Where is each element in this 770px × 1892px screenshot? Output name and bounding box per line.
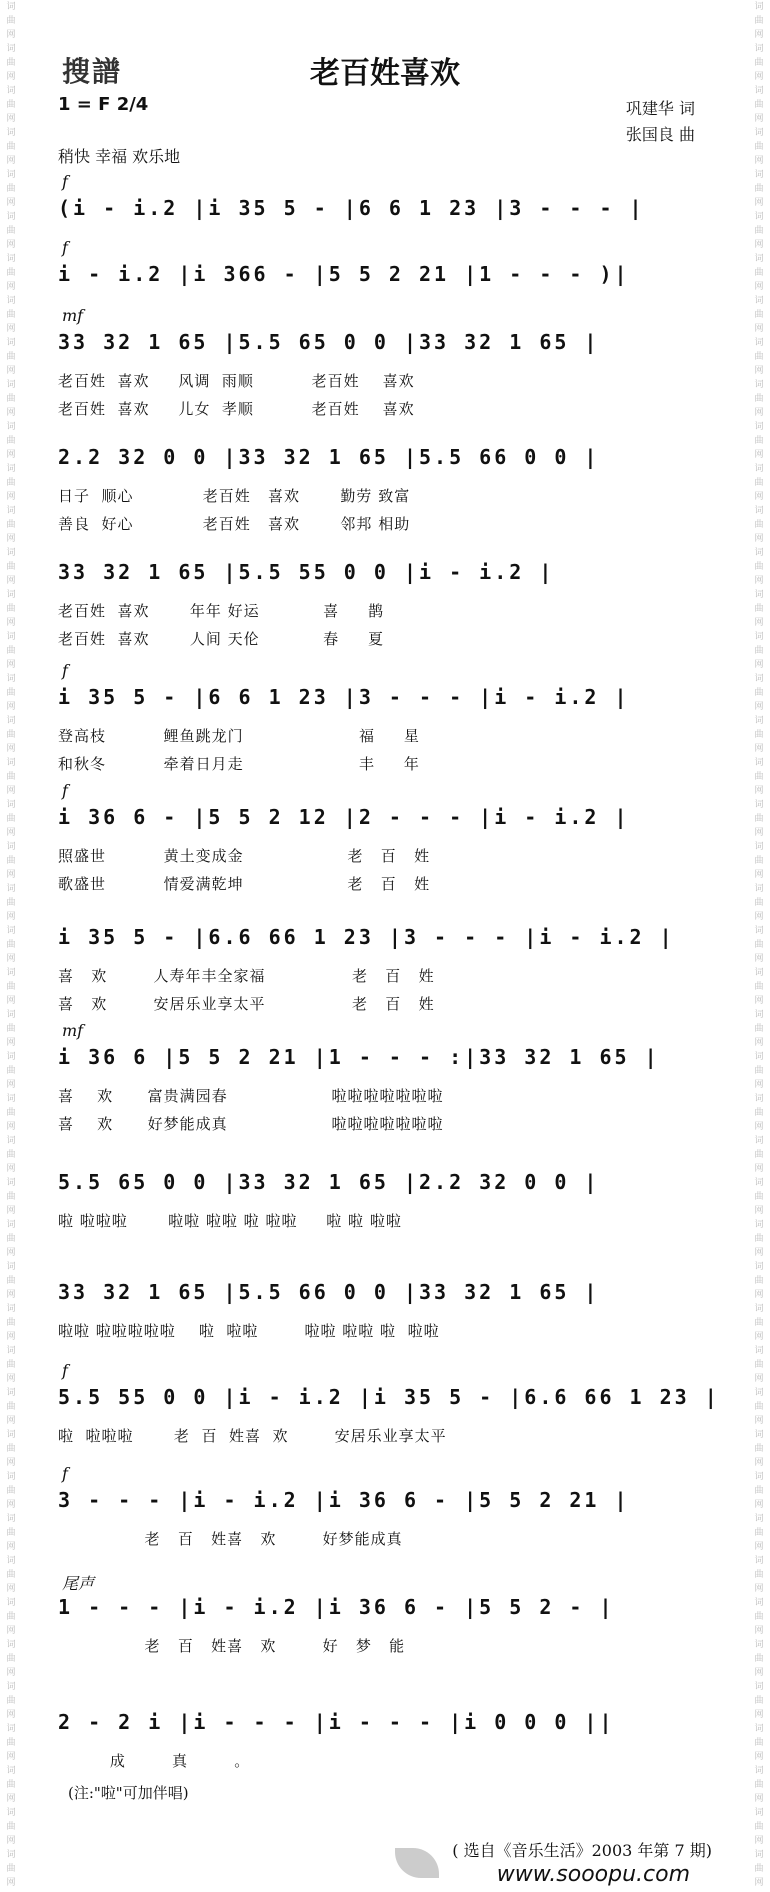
- lyric-line: 日子 顺心 老百姓 喜欢 勤劳 致富: [58, 487, 411, 505]
- notation-line: 1 - - - |i - i.2 |i 36 6 - |5 5 2 - |: [58, 1595, 615, 1619]
- notation-line: 33 32 1 65 |5.5 66 0 0 |33 32 1 65 |: [58, 1280, 600, 1304]
- notation-line: 2 - 2 i |i - - - |i - - - |i 0 0 0 ||: [58, 1710, 615, 1734]
- dynamic-marking: f: [62, 172, 68, 191]
- lyric-line: 喜 欢 安居乐业享太平 老 百 姓: [58, 995, 435, 1013]
- lyric-line: 老百姓 喜欢 人间 天伦 春 夏: [58, 630, 384, 648]
- lyric-line: 歌盛世 情爱满乾坤 老 百 姓: [58, 875, 431, 893]
- lyric-line: 老百姓 喜欢 风调 雨顺 老百姓 喜欢: [58, 372, 415, 390]
- notation-line: (i - i.2 |i 35 5 - |6 6 1 23 |3 - - - |: [58, 196, 645, 220]
- page-title: 老百姓喜欢: [310, 56, 460, 91]
- composer-credit: 张国良 曲: [625, 125, 695, 144]
- notation-line: 5.5 65 0 0 |33 32 1 65 |2.2 32 0 0 |: [58, 1170, 600, 1194]
- dynamic-marking: f: [62, 1361, 68, 1380]
- lyric-line: 和秋冬 牵着日月走 丰 年: [58, 755, 420, 773]
- side-watermark-right: 词曲网 词曲网 词曲网 词曲网 词曲网 词曲网 词曲网 词曲网 词曲网 词曲网 词曲网 词曲网 词曲网 词曲网 词曲网 词曲网 词曲网 词曲网 词曲网 词曲网 词曲网 词曲网 词曲网 词曲网 词曲网 词曲网 词曲网 词曲网 词曲网 词曲网 词曲网 词曲网 词曲网 词曲网 词曲网 词曲网 词曲网 词曲网 词曲网 词曲网 词曲网 词曲网 词曲网 词曲网 词曲网: [754, 2, 764, 1888]
- dynamic-marking: f: [62, 661, 68, 680]
- notation-line: 33 32 1 65 |5.5 65 0 0 |33 32 1 65 |: [58, 330, 600, 354]
- footnote: (注:"啦"可加伴唱): [68, 1784, 189, 1802]
- notation-line: i - i.2 |i 366 - |5 5 2 21 |1 - - - )|: [58, 262, 630, 286]
- dynamic-marking: 尾声: [62, 1574, 95, 1593]
- lyricist-credit: 巩建华 词: [625, 99, 695, 118]
- lyric-line: 老百姓 喜欢 年年 好运 喜 鹊: [58, 602, 384, 620]
- dynamic-marking: f: [62, 781, 68, 800]
- notation-line: 5.5 55 0 0 |i - i.2 |i 35 5 - |6.6 66 1 23 |: [58, 1385, 720, 1409]
- lyric-line: 啦啦 啦啦啦啦啦 啦 啦啦 啦啦 啦啦 啦 啦啦: [58, 1322, 440, 1340]
- logo-text: 搜譜: [62, 55, 123, 88]
- lyric-line: 喜 欢 人寿年丰全家福 老 百 姓: [58, 967, 435, 985]
- leaf-logo-icon: [395, 1848, 439, 1878]
- lyric-line: 善良 好心 老百姓 喜欢 邻邦 相助: [58, 515, 411, 533]
- lyric-line: 喜 欢 好梦能成真 啦啦啦啦啦啦啦: [58, 1115, 444, 1133]
- lyric-line: 喜 欢 富贵满园春 啦啦啦啦啦啦啦: [58, 1087, 444, 1105]
- notation-line: i 35 5 - |6 6 1 23 |3 - - - |i - i.2 |: [58, 685, 630, 709]
- notation-line: i 36 6 - |5 5 2 12 |2 - - - |i - i.2 |: [58, 805, 630, 829]
- dynamic-marking: f: [62, 1464, 68, 1483]
- lyric-line: 啦 啦啦啦 啦啦 啦啦 啦 啦啦 啦 啦 啦啦: [58, 1212, 402, 1230]
- lyric-line: 登高枝 鲤鱼跳龙门 福 星: [58, 727, 420, 745]
- dynamic-marking: mf: [62, 306, 84, 325]
- notation-line: i 35 5 - |6.6 66 1 23 |3 - - - |i - i.2 |: [58, 925, 675, 949]
- notation-line: 33 32 1 65 |5.5 55 0 0 |i - i.2 |: [58, 560, 555, 584]
- lyric-line: 老百姓 喜欢 儿女 孝顺 老百姓 喜欢: [58, 400, 415, 418]
- notation-line: 3 - - - |i - i.2 |i 36 6 - |5 5 2 21 |: [58, 1488, 630, 1512]
- lyric-line: 啦 啦啦啦 老 百 姓喜 欢 安居乐业享太平: [58, 1427, 447, 1445]
- source-citation: ( 选自《音乐生活》2003 年第 7 期): [452, 1841, 712, 1860]
- lyric-line: 老 百 姓喜 欢 好梦能成真: [58, 1530, 403, 1548]
- lyric-line: 成 真 。: [58, 1752, 251, 1770]
- lyric-line: 照盛世 黄土变成金 老 百 姓: [58, 847, 431, 865]
- notation-line: i 36 6 |5 5 2 21 |1 - - - :|33 32 1 65 |: [58, 1045, 660, 1069]
- notation-line: 2.2 32 0 0 |33 32 1 65 |5.5 66 0 0 |: [58, 445, 600, 469]
- dynamic-marking: f: [62, 238, 68, 257]
- dynamic-marking: mf: [62, 1021, 84, 1040]
- lyric-line: 老 百 姓喜 欢 好 梦 能: [58, 1637, 406, 1655]
- key-signature: 1 = F 2/4: [58, 94, 149, 115]
- side-watermark-left: 词曲网 词曲网 词曲网 词曲网 词曲网 词曲网 词曲网 词曲网 词曲网 词曲网 词曲网 词曲网 词曲网 词曲网 词曲网 词曲网 词曲网 词曲网 词曲网 词曲网 词曲网 词曲网 词曲网 词曲网 词曲网 词曲网 词曲网 词曲网 词曲网 词曲网 词曲网 词曲网 词曲网 词曲网 词曲网 词曲网 词曲网 词曲网 词曲网 词曲网 词曲网 词曲网 词曲网 词曲网 词曲网: [6, 2, 16, 1888]
- tempo-marking: 稍快 幸福 欢乐地: [58, 147, 181, 166]
- site-url: www.sooopu.com: [496, 1862, 690, 1887]
